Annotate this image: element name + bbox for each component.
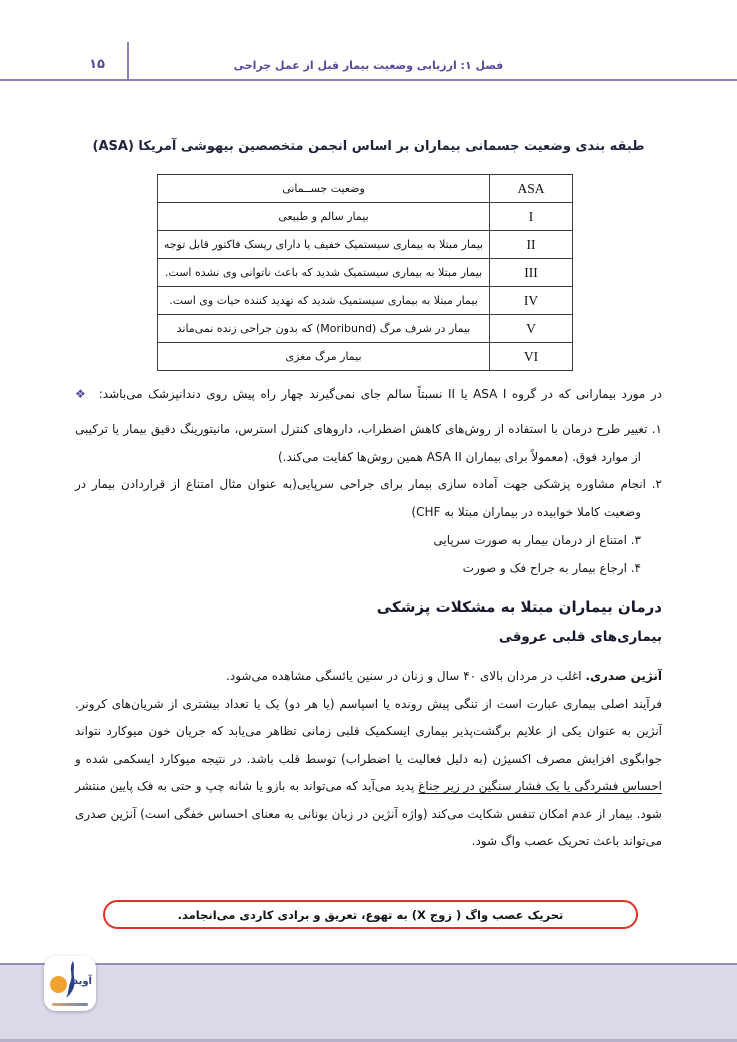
note-diamond-icon: ❖ [75,387,86,401]
list-item: ۴. ارجاع بیمار به جراح فک و صورت [462,560,641,575]
asa-code: II [490,231,573,259]
table-row [158,231,573,259]
footer-band [0,963,737,1042]
angina-lead-text: اغلب در مردان بالای ۴۰ سال و زنان در سنین یائسگی مشاهده می‌شود. [226,669,586,683]
logo-wordmark: آوید [72,976,92,987]
paragraph-text: فرآیند اصلی بیماری عبارت است از تنگی پیش رونده یا اسپاسم (یا هر دو) یک یا تعداد بیشتری از شریان‌های کرونر. آنژین به عنوان یکی از علایم برگشت‌پذیر بیماری ایسکمیک قلبی زمانی تظاهر می‌یابد که جریان خون میوکارد نتواند جوابگوی افزایش مصرف اکسیژن (به دلیل فعالیت یا اضطراب) توسط قلب باشد. در نتیجه میوکارد ایسکمی شده و [75,696,662,766]
list-item: ۲. انجام مشاوره پزشکی جهت آماده سازی بیمار برای جراحی سرپایی(به عنوان مثال امتناع از قراردادن بیمار در وضعیت کاملا خوابیده در بیماران مبتلا به CHF) [75,477,662,520]
asa-code: III [490,259,573,287]
column-header-status: وضعیت جســمانی [158,175,490,203]
table-row [158,315,573,343]
logo-tagline [52,1003,88,1006]
asa-table-title: طبقه بندی وضعیت جسمانی بیماران بر اساس انجمن متخصصین بیهوشی آمریکا (ASA) [92,139,645,154]
chapter-title: فصل ۱: ارزیابی وضعیت بیمار قبل از عمل جراحی [233,59,504,72]
section-heading: درمان بیماران مبتلا به مشکلات پزشکی [376,598,662,616]
asa-code: VI [490,343,573,371]
dentist-note-line [75,387,662,401]
angina-lead-line [75,663,662,691]
treatment-options-list [75,416,662,582]
asa-code: IV [490,287,573,315]
note-text: در مورد بیمارانی که در گروه ASA I یا II نسبتاً سالم جای نمی‌گیرند چهار راه پیش روی دندانپزشک می‌باشد: [98,387,662,401]
asa-code: V [490,315,573,343]
header-rule [0,79,737,81]
status-description: بیمار مبتلا به بیماری سیستمیک شدید که تهدید کننده حیات وی است. [158,287,490,315]
angina-section [75,663,662,856]
vagus-alert-box [103,900,638,929]
table-row [158,259,573,287]
table-header-row [158,175,573,203]
subsection-heading: بیماری‌های قلبی عروقی [498,629,662,645]
list-item: ۳. امتناع از درمان بیمار به صورت سرپایی [433,532,641,547]
angina-paragraph [75,691,662,856]
table-row [158,203,573,231]
paragraph-text: پدید می‌آید که می‌تواند به بازو یا شانه چپ و حتی به فک پایین منتشر شود. بیمار از عدم امکان تنفس شکایت می‌کند (واژه آنژین در زبان یونانی به معنای احساس خفگی است) آنژین صدری می‌تواند باعث تحریک عصب واگ شود. [75,779,662,848]
column-header-asa: ASA [490,175,573,203]
status-description: بیمار سالم و طبیعی [158,203,490,231]
underlined-phrase: احساس فشردگی یا یک فشار سنگین در زیر جناغ [418,779,662,793]
asa-classification-table [157,174,573,371]
status-description: بیمار مبتلا به بیماری سیستمیک شدید که باعث ناتوانی وی نشده است. [158,259,490,287]
page-number: ۱۵ [89,57,105,72]
status-description: بیمار مرگ مغزی [158,343,490,371]
status-description: بیمار در شرف مرگ (Moribund) که بدون جراحی زنده نمی‌ماند [158,315,490,343]
angina-term: آنژین صدری. [585,669,662,683]
table-row [158,343,573,371]
table-row [158,287,573,315]
list-item: ۱. تغییر طرح درمان با استفاده از روش‌های کاهش اضطراب، داروهای کنترل استرس، مانیتورینگ دقیق بیمار یا ترکیبی از موارد فوق. (معمولاً برای بیماران ASA II همین روش‌ها کفایت می‌کند.) [75,422,662,464]
alert-text: تحریک عصب واگ ( زوج X) به تهوع، تعریق و برادی کاردی می‌انجامد. [177,907,564,922]
asa-code: I [490,203,573,231]
publisher-logo [44,956,96,1011]
status-description: بیمار مبتلا به بیماری سیستمیک خفیف یا دارای ریسک فاکتور قابل توجه [158,231,490,259]
